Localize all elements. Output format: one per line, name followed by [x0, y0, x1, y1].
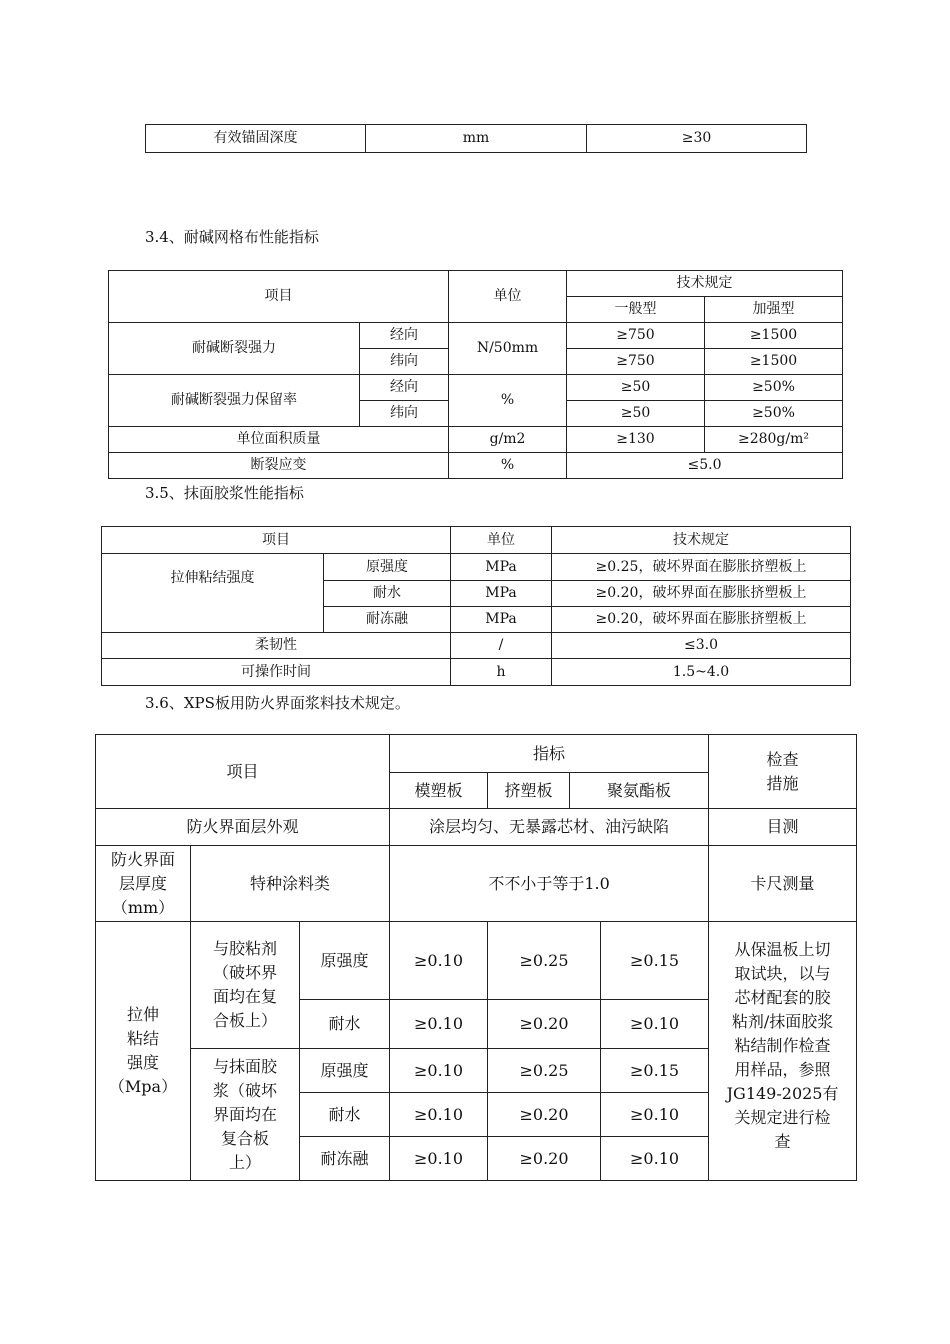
cell-pu: ≥0.10 — [601, 1137, 709, 1181]
anchor-depth-table — [145, 124, 807, 153]
cell-strain-value: ≤5.0 — [567, 453, 843, 479]
cell-pu: ≥0.10 — [601, 1093, 709, 1137]
unit-strain: % — [449, 453, 567, 479]
cell-xps: ≥0.25 — [488, 922, 601, 1000]
spec-cell: ≥0.20，破坏界面在膨胀挤塑板上 — [552, 607, 851, 633]
unit-percent: % — [449, 375, 567, 427]
fire-interface-table — [95, 734, 857, 1181]
spec-cell: ≥0.25，破坏界面在膨胀挤塑板上 — [552, 554, 851, 581]
unit-cell: MPa — [451, 607, 552, 633]
check-line: 关规定进行检 — [734, 1108, 831, 1127]
label-line: 界面均在 — [212, 1104, 277, 1124]
label-line: （破坏界 — [212, 963, 277, 982]
anchor-depth-value: ≥30 — [587, 125, 807, 153]
label-line: 与胶粘剂 — [212, 939, 277, 958]
cell-reinforced: ≥1500 — [705, 323, 843, 349]
check-line: JG149-2025有 — [726, 1084, 839, 1103]
row-appearance-check: 目测 — [709, 809, 857, 846]
unit-cell: / — [451, 633, 552, 659]
cell-xps: ≥0.25 — [488, 1049, 601, 1093]
row-bond-label — [96, 922, 191, 1181]
section-3-6-heading: 3.6、XPS板用防火界面浆料技术规定。 — [145, 694, 410, 712]
header-check-line: 措施 — [766, 773, 799, 793]
row-flexibility-label: 柔韧性 — [102, 633, 451, 659]
header-check — [709, 735, 857, 809]
cell-reinforced: ≥50% — [705, 401, 843, 427]
header-unit: 单位 — [451, 527, 552, 554]
header-item: 项目 — [102, 527, 451, 554]
row-appearance-value: 涂层均匀、无暴露芯材、油污缺陷 — [390, 809, 709, 846]
sub-water-resistance: 耐水 — [300, 1093, 390, 1137]
row-strain-label: 断裂应变 — [109, 453, 449, 479]
spec-cell: ≤3.0 — [552, 633, 851, 659]
sub-original-strength: 原强度 — [324, 554, 451, 581]
label-line: 复合板 — [220, 1128, 269, 1148]
label-line: （mm） — [111, 897, 175, 917]
check-line: 粘结制作检查 — [734, 1036, 831, 1055]
unit-cell: h — [451, 659, 552, 686]
label-line: 上） — [228, 1152, 261, 1172]
check-line: 取试块，以与 — [734, 964, 831, 983]
label-line: 粘结 — [126, 1029, 159, 1048]
label-line: 面均在复 — [212, 987, 277, 1006]
check-line: 芯材配套的胶 — [734, 988, 831, 1007]
sub-original-strength: 原强度 — [300, 1049, 390, 1093]
row-bond-label: 拉伸粘结强度 — [102, 554, 324, 633]
cell-eps: ≥0.10 — [390, 1049, 488, 1093]
header-check-line: 检查 — [766, 749, 799, 769]
sub-freeze-thaw: 耐冻融 — [324, 607, 451, 633]
cell-general: ≥750 — [567, 349, 705, 375]
row-mass-label: 单位面积质量 — [109, 427, 449, 453]
header-eps: 模塑板 — [390, 773, 488, 809]
sub-water-resistance: 耐水 — [300, 1000, 390, 1049]
header-pu: 聚氨酯板 — [570, 773, 709, 809]
header-index: 指标 — [390, 735, 709, 773]
check-line: 粘剂/抹面胶浆 — [731, 1012, 834, 1031]
cell-eps: ≥0.10 — [390, 1093, 488, 1137]
cell-pu: ≥0.15 — [601, 922, 709, 1000]
unit-mass: g/m2 — [449, 427, 567, 453]
row-retention-label: 耐碱断裂强力保留率 — [109, 375, 360, 427]
check-line: 用样品，参照 — [734, 1060, 831, 1079]
direction-weft: 纬向 — [360, 349, 449, 375]
section-3-4-heading: 3.4、耐碱网格布性能指标 — [145, 228, 319, 246]
sub-freeze-thaw: 耐冻融 — [300, 1137, 390, 1181]
header-reinforced: 加强型 — [705, 297, 843, 323]
cell-xps: ≥0.20 — [488, 1000, 601, 1049]
row-bond-check — [709, 922, 857, 1181]
direction-warp: 经向 — [360, 375, 449, 401]
sub-water-resistance: 耐水 — [324, 581, 451, 607]
cell-eps: ≥0.10 — [390, 1137, 488, 1181]
label-line: 与抹面胶 — [212, 1056, 277, 1076]
header-xps: 挤塑板 — [488, 773, 570, 809]
row-worktime-label: 可操作时间 — [102, 659, 451, 686]
unit-cell: MPa — [451, 581, 552, 607]
unit-cell: MPa — [451, 554, 552, 581]
header-general: 一般型 — [567, 297, 705, 323]
check-line: 查 — [774, 1132, 791, 1151]
check-line: 从保温板上切 — [734, 940, 831, 959]
header-spec: 技术规定 — [567, 271, 843, 297]
row-breaking-strength-label: 耐碱断裂强力 — [109, 323, 360, 375]
spec-cell: 1.5~4.0 — [552, 659, 851, 686]
row-thickness-type: 特种涂料类 — [191, 846, 390, 922]
cell-pu: ≥0.15 — [601, 1049, 709, 1093]
cell-eps: ≥0.10 — [390, 922, 488, 1000]
group-mortar-label — [191, 1049, 300, 1181]
label-line: 合板上） — [212, 1011, 277, 1030]
group-adhesive-label — [191, 922, 300, 1049]
render-mortar-table — [101, 526, 851, 686]
direction-warp: 经向 — [360, 323, 449, 349]
label-line: 层厚度 — [118, 873, 167, 893]
cell-general: ≥750 — [567, 323, 705, 349]
cell-general: ≥50 — [567, 375, 705, 401]
row-thickness-value: 不不小于等于1.0 — [390, 846, 709, 922]
alkali-mesh-table — [108, 270, 843, 479]
label-line: 强度 — [126, 1053, 159, 1072]
cell-reinforced: ≥1500 — [705, 349, 843, 375]
row-appearance-label: 防火界面层外观 — [96, 809, 390, 846]
cell-general: ≥130 — [567, 427, 705, 453]
header-item: 项目 — [96, 735, 390, 809]
header-item: 项目 — [109, 271, 449, 323]
spec-cell: ≥0.20，破坏界面在膨胀挤塑板上 — [552, 581, 851, 607]
cell-xps: ≥0.20 — [488, 1137, 601, 1181]
header-spec: 技术规定 — [552, 527, 851, 554]
cell-reinforced: ≥280g/m² — [705, 427, 843, 453]
cell-general: ≥50 — [567, 401, 705, 427]
anchor-depth-label: 有效锚固深度 — [146, 125, 366, 153]
direction-weft: 纬向 — [360, 401, 449, 427]
cell-xps: ≥0.20 — [488, 1093, 601, 1137]
row-thickness-check: 卡尺测量 — [709, 846, 857, 922]
row-thickness-label — [96, 846, 191, 922]
cell-reinforced: ≥50% — [705, 375, 843, 401]
unit-force: N/50mm — [449, 323, 567, 375]
section-3-5-heading: 3.5、抹面胶浆性能指标 — [145, 484, 304, 502]
cell-eps: ≥0.10 — [390, 1000, 488, 1049]
sub-original-strength: 原强度 — [300, 922, 390, 1000]
label-line: （Mpa） — [108, 1077, 178, 1096]
header-unit: 单位 — [449, 271, 567, 323]
cell-pu: ≥0.10 — [601, 1000, 709, 1049]
label-line: 防火界面 — [110, 849, 175, 869]
anchor-depth-unit: mm — [366, 125, 587, 153]
label-line: 浆（破坏 — [212, 1080, 277, 1100]
label-line: 拉伸 — [126, 1005, 159, 1024]
